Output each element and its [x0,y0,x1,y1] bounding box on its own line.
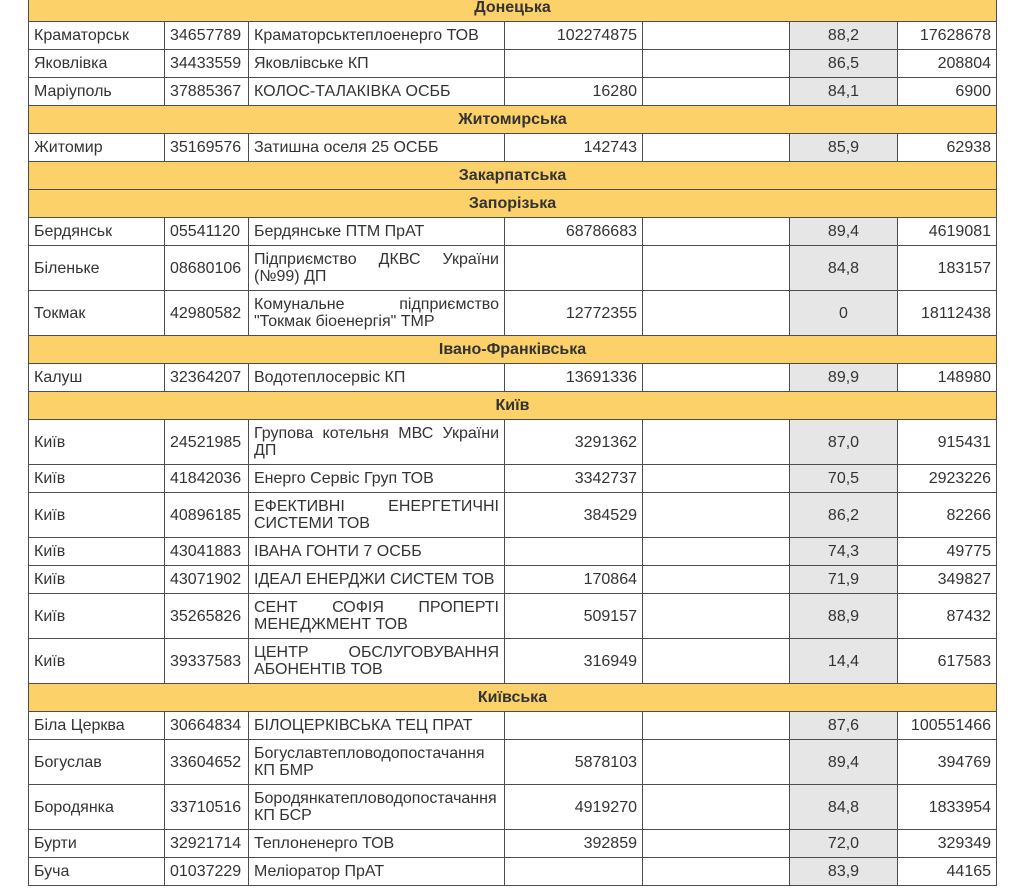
empty-cell [643,465,790,493]
amount-cell: 4919270 [505,785,643,830]
city-cell: Київ [29,566,165,594]
code-cell: 30664834 [165,712,249,740]
percent-cell: 70,5 [790,465,898,493]
company-name-cell: Богуславтепловодопостачання КП БМР [249,740,505,785]
amount-cell: 384529 [505,493,643,538]
code-cell: 37885367 [165,78,249,106]
amount-cell [505,246,643,291]
empty-cell [643,830,790,858]
total-cell: 617583 [898,639,997,684]
table-row [29,858,997,886]
region-name: Житомирська [29,106,997,134]
table-row [29,78,997,106]
empty-cell [643,22,790,50]
region-name: Київська [29,684,997,712]
empty-cell [643,50,790,78]
amount-cell: 16280 [505,78,643,106]
region-header-row [29,336,997,364]
company-name-cell: Комунальне підприємство "Токмак біоенергія" ТМР [249,291,505,336]
table-row [29,50,997,78]
table-row [29,218,997,246]
region-name: Донецька [29,0,997,22]
amount-cell: 5878103 [505,740,643,785]
city-cell: Біла Церква [29,712,165,740]
city-cell: Богуслав [29,740,165,785]
table-row [29,785,997,830]
company-name-cell: СЕНТ СОФІЯ ПРОПЕРТІ МЕНЕДЖМЕНТ ТОВ [249,594,505,639]
amount-cell: 12772355 [505,291,643,336]
city-cell: Бурти [29,830,165,858]
percent-cell: 86,2 [790,493,898,538]
total-cell: 100551466 [898,712,997,740]
total-cell: 44165 [898,858,997,886]
total-cell: 208804 [898,50,997,78]
company-name-cell: Краматорськтеплоенерго ТОВ [249,22,505,50]
table-row [29,364,997,392]
city-cell: Київ [29,493,165,538]
company-name-cell: Водотеплосервіс КП [249,364,505,392]
empty-cell [643,291,790,336]
empty-cell [643,420,790,465]
region-header-row [29,392,997,420]
city-cell: Буча [29,858,165,886]
table-row [29,493,997,538]
total-cell: 62938 [898,134,997,162]
city-cell: Маріуполь [29,78,165,106]
company-name-cell: ЦЕНТР ОБСЛУГОВУВАННЯ АБОНЕНТІВ ТОВ [249,639,505,684]
company-name-cell: Бородянкатепловодопостачання КП БСР [249,785,505,830]
table-row [29,420,997,465]
table-body [29,0,997,886]
code-cell: 01037229 [165,858,249,886]
total-cell: 183157 [898,246,997,291]
company-name-cell: ІДЕАЛ ЕНЕРДЖИ СИСТЕМ ТОВ [249,566,505,594]
total-cell: 349827 [898,566,997,594]
total-cell: 49775 [898,538,997,566]
city-cell: Яковлівка [29,50,165,78]
empty-cell [643,134,790,162]
company-name-cell: Затишна оселя 25 ОСББ [249,134,505,162]
company-name-cell: Теплоненерго ТОВ [249,830,505,858]
table-row [29,594,997,639]
empty-cell [643,712,790,740]
empty-cell [643,858,790,886]
amount-cell: 142743 [505,134,643,162]
code-cell: 35169576 [165,134,249,162]
code-cell: 34657789 [165,22,249,50]
total-cell: 82266 [898,493,997,538]
amount-cell [505,538,643,566]
city-cell: Біленьке [29,246,165,291]
percent-cell: 89,4 [790,218,898,246]
city-cell: Калуш [29,364,165,392]
table-row [29,566,997,594]
total-cell: 87432 [898,594,997,639]
region-name: Закарпатська [29,162,997,190]
table-row [29,465,997,493]
percent-cell: 74,3 [790,538,898,566]
code-cell: 42980582 [165,291,249,336]
city-cell: Київ [29,420,165,465]
code-cell: 34433559 [165,50,249,78]
amount-cell: 3342737 [505,465,643,493]
company-name-cell: Групова котельня МВС України ДП [249,420,505,465]
empty-cell [643,594,790,639]
total-cell: 329349 [898,830,997,858]
code-cell: 33604652 [165,740,249,785]
total-cell: 148980 [898,364,997,392]
percent-cell: 14,4 [790,639,898,684]
table-row [29,639,997,684]
table-row [29,134,997,162]
amount-cell: 102274875 [505,22,643,50]
code-cell: 32364207 [165,364,249,392]
amount-cell: 316949 [505,639,643,684]
company-name-cell: Яковлівське КП [249,50,505,78]
percent-cell: 89,4 [790,740,898,785]
table-row [29,22,997,50]
table-row [29,538,997,566]
amount-cell [505,50,643,78]
heat-suppliers-table [28,0,997,886]
amount-cell: 170864 [505,566,643,594]
region-header-row [29,106,997,134]
code-cell: 33710516 [165,785,249,830]
percent-cell: 88,9 [790,594,898,639]
company-name-cell: Бердянське ПТМ ПрАТ [249,218,505,246]
percent-cell: 85,9 [790,134,898,162]
percent-cell: 87,0 [790,420,898,465]
region-header-row [29,0,997,22]
total-cell: 17628678 [898,22,997,50]
code-cell: 05541120 [165,218,249,246]
total-cell: 394769 [898,740,997,785]
code-cell: 08680106 [165,246,249,291]
region-name: Запорізька [29,190,997,218]
company-name-cell: Меліоратор ПрАТ [249,858,505,886]
percent-cell: 86,5 [790,50,898,78]
code-cell: 40896185 [165,493,249,538]
table-row [29,291,997,336]
code-cell: 43041883 [165,538,249,566]
code-cell: 39337583 [165,639,249,684]
total-cell: 1833954 [898,785,997,830]
total-cell: 18112438 [898,291,997,336]
percent-cell: 83,9 [790,858,898,886]
company-name-cell: Енерго Сервіс Груп ТОВ [249,465,505,493]
percent-cell: 89,9 [790,364,898,392]
percent-cell: 71,9 [790,566,898,594]
region-header-row [29,162,997,190]
percent-cell: 72,0 [790,830,898,858]
empty-cell [643,785,790,830]
table-row [29,246,997,291]
percent-cell: 84,8 [790,246,898,291]
total-cell: 6900 [898,78,997,106]
empty-cell [643,246,790,291]
city-cell: Київ [29,639,165,684]
company-name-cell: ІВАНА ГОНТИ 7 ОСББ [249,538,505,566]
heat-suppliers-table-container [28,0,996,886]
company-name-cell: КОЛОС-ТАЛАКІВКА ОСББ [249,78,505,106]
region-header-row [29,190,997,218]
empty-cell [643,78,790,106]
city-cell: Бердянськ [29,218,165,246]
total-cell: 2923226 [898,465,997,493]
city-cell: Житомир [29,134,165,162]
city-cell: Київ [29,538,165,566]
amount-cell: 3291362 [505,420,643,465]
region-header-row [29,684,997,712]
city-cell: Київ [29,465,165,493]
total-cell: 4619081 [898,218,997,246]
percent-cell: 88,2 [790,22,898,50]
company-name-cell: БІЛОЦЕРКІВСЬКА ТЕЦ ПРАТ [249,712,505,740]
percent-cell: 87,6 [790,712,898,740]
amount-cell [505,858,643,886]
amount-cell: 392859 [505,830,643,858]
empty-cell [643,740,790,785]
city-cell: Київ [29,594,165,639]
amount-cell: 68786683 [505,218,643,246]
code-cell: 43071902 [165,566,249,594]
empty-cell [643,493,790,538]
table-row [29,740,997,785]
company-name-cell: ЕФЕКТИВНІ ЕНЕРГЕТИЧНІ СИСТЕМИ ТОВ [249,493,505,538]
table-row [29,712,997,740]
table-row [29,830,997,858]
city-cell: Краматорськ [29,22,165,50]
code-cell: 41842036 [165,465,249,493]
empty-cell [643,566,790,594]
percent-cell: 0 [790,291,898,336]
city-cell: Бородянка [29,785,165,830]
empty-cell [643,364,790,392]
amount-cell: 13691336 [505,364,643,392]
empty-cell [643,218,790,246]
empty-cell [643,639,790,684]
company-name-cell: Підприємство ДКВС України (№99) ДП [249,246,505,291]
city-cell: Токмак [29,291,165,336]
region-name: Київ [29,392,997,420]
percent-cell: 84,8 [790,785,898,830]
total-cell: 915431 [898,420,997,465]
amount-cell [505,712,643,740]
code-cell: 32921714 [165,830,249,858]
amount-cell: 509157 [505,594,643,639]
empty-cell [643,538,790,566]
region-name: Івано-Франківська [29,336,997,364]
code-cell: 24521985 [165,420,249,465]
percent-cell: 84,1 [790,78,898,106]
code-cell: 35265826 [165,594,249,639]
